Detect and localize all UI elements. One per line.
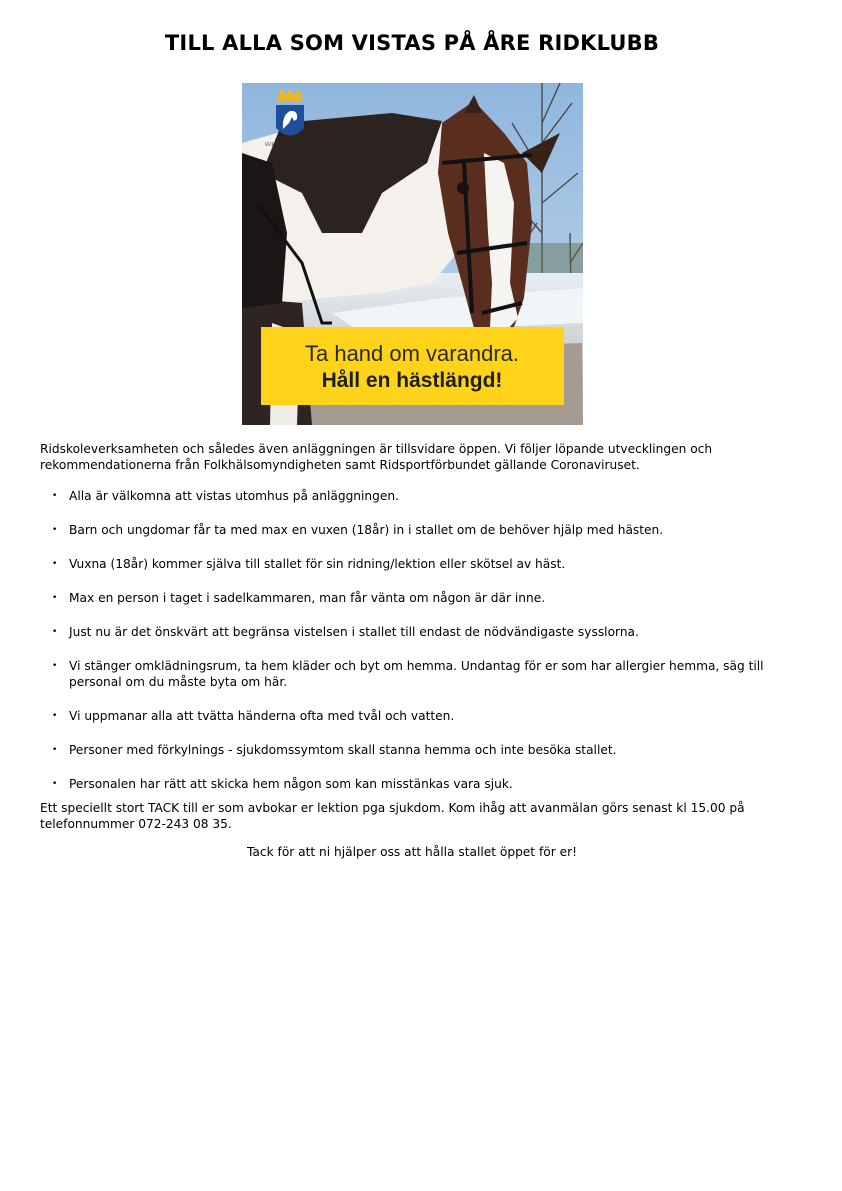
- list-item: • Barn och ungdomar får ta med max en vuxen (18år) in i stallet om de behöver hjälp med hästen.: [40, 522, 800, 538]
- logo-text-line2: FÖRBUNDET: [274, 149, 306, 154]
- banner-box: [261, 327, 564, 405]
- closing-line: Tack för att ni hjälper oss att hålla stallet öppet för er!: [247, 845, 577, 859]
- list-item: • Vuxna (18år) kommer själva till stallet för sin ridning/lektion eller skötsel av häst.: [40, 556, 800, 572]
- banner-line2: Håll en hästlängd!: [321, 369, 503, 392]
- list-item: • Personalen har rätt att skicka hem någon som kan misstänkas vara sjuk.: [40, 776, 800, 792]
- list-item: • Vi uppmanar alla att tvätta händerna ofta med tvål och vatten.: [40, 708, 800, 724]
- list-item: • Max en person i taget i sadelkammaren, man får vänta om någon är där inne.: [40, 590, 800, 606]
- list-item: • Personer med förkylnings - sjukdomssymtom skall stanna hemma och inte besöka stallet.: [40, 742, 800, 758]
- banner-line1: Ta hand om varandra.: [304, 341, 520, 366]
- thanks-paragraph: Ett speciellt stort TACK till er som avbokar er lektion pga sjukdom. Kom ihåg att avanmälan görs senast kl 15.00 på telefonnummer 072-243 08 35.: [40, 801, 745, 831]
- list-item: • Alla är välkomna att vistas utomhus på anläggningen.: [40, 488, 800, 504]
- page-title: TILL ALLA SOM VISTAS PÅ ÅRE RIDKLUBB: [164, 31, 660, 55]
- rules-list: [40, 488, 800, 810]
- hero-image: [242, 83, 583, 425]
- logo-text-line1: SVENSKA RIDSPORT: [264, 143, 316, 148]
- list-item: • Vi stänger omklädningsrum, ta hem kläder och byt om hemma. Undantag för er som har allergier hemma, säg till personal om du måste byta om här.: [40, 658, 800, 690]
- list-item: • Just nu är det önskvärt att begränsa vistelsen i stallet till endast de nödvändigaste sysslorna.: [40, 624, 800, 640]
- intro-paragraph: Ridskoleverksamheten och således även anläggningen är tillsvidare öppen. Vi följer löpande utvecklingen och rekommendationerna från Folkhälsomyndigheten samt Ridsportförbundet gällande Coronaviruset.: [40, 442, 713, 472]
